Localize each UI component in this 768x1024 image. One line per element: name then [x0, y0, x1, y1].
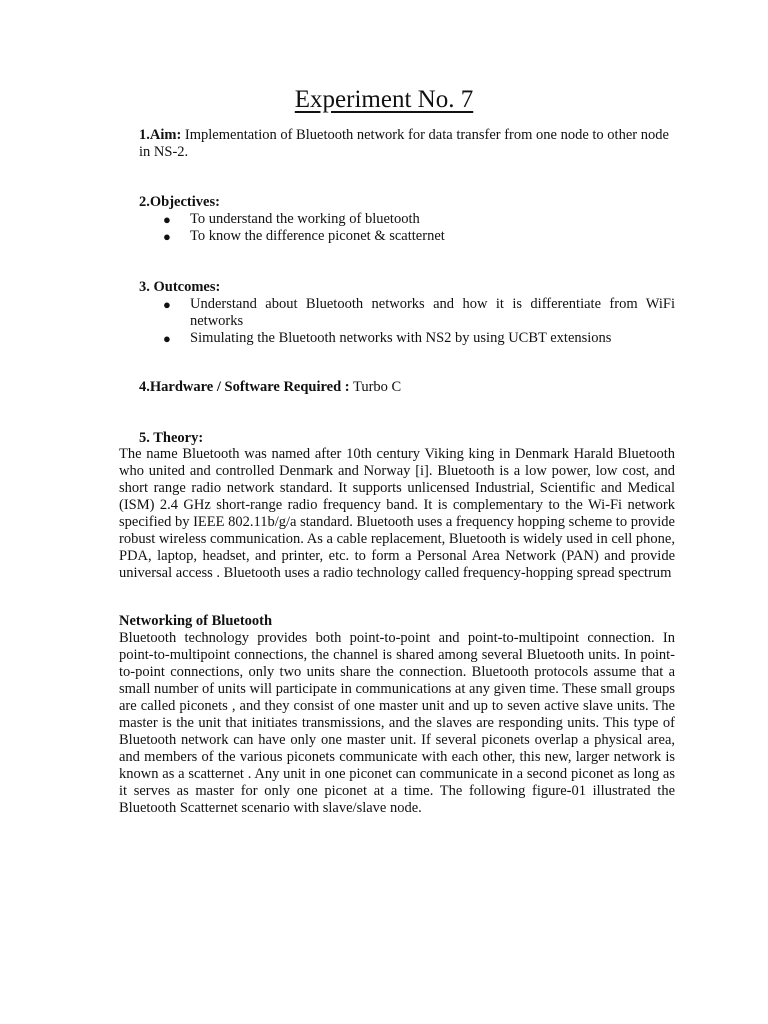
- objective-text: To understand the working of bluetooth: [190, 211, 420, 227]
- networking-paragraph: Bluetooth technology provides both point-to-point and point-to-multipoint connection. In point-to-multipoint connections, the channel is shared among several Bluetooth units. In point-to-point connections, only two units share the connection. Bluetooth protocols assume that a small number of units will participate in communications at any given time. These small groups are called piconets , and they consist of one master unit and up to seven active slave units. The master is the unit that initiates transmissions, and the slaves are responding units. This type of Bluetooth network can have only one master unit. If several piconets overlap a physical area, and members of the various piconets communicate with each other, this new, larger network is known as a scatternet . Any unit in one piconet can communicate in a second piconet as long as it serves as master for only one piconet at a time. The following figure-01 illustrated the Bluetooth Scatternet scenario with slave/slave node.: [119, 630, 675, 816]
- outcomes-section: [139, 279, 675, 347]
- bullet-icon: ●: [163, 229, 171, 244]
- theory-heading: 5. Theory:: [139, 430, 204, 446]
- hardware-section: [139, 379, 679, 396]
- outcome-text: Understand about Bluetooth networks and how it is differentiate from WiFi networks: [190, 296, 675, 329]
- aim-section: [139, 127, 679, 161]
- objectives-section: [139, 194, 675, 245]
- aim-text: Implementation of Bluetooth network for data transfer from one node to other node in NS-2.: [139, 127, 669, 160]
- bullet-icon: ●: [163, 212, 171, 227]
- objectives-list: [139, 211, 675, 245]
- outcome-text: Simulating the Bluetooth networks with NS2 by using UCBT extensions: [190, 330, 612, 346]
- hardware-label: 4.Hardware / Software Required :: [139, 379, 350, 395]
- list-item: [139, 296, 675, 330]
- page-title: Experiment No. 7: [294, 86, 474, 113]
- outcomes-heading: 3. Outcomes:: [139, 279, 221, 295]
- networking-heading: Networking of Bluetooth: [119, 613, 273, 629]
- hardware-value: Turbo C: [349, 379, 402, 395]
- aim-label: 1.Aim:: [139, 127, 182, 143]
- list-item: [139, 228, 675, 245]
- objectives-heading: 2.Objectives:: [139, 194, 220, 210]
- list-item: [139, 211, 675, 228]
- bullet-icon: ●: [163, 297, 171, 312]
- bullet-icon: ●: [163, 331, 171, 346]
- theory-paragraph: The name Bluetooth was named after 10th century Viking king in Denmark Harald Bluetooth who united and controlled Denmark and Norway [i]. Bluetooth is a low power, low cost, and short range radio network standard. It supports unlicensed Industrial, Scientific and Medical (ISM) 2.4 GHz short-range radio frequency band. It is complementary to the Wi-Fi network specified by IEEE 802.11b/g/a standard. Bluetooth uses a frequency hopping scheme to provide robust wireless communication. As a cable replacement, Bluetooth is widely used in cell phone, PDA, laptop, headset, and printer, etc. to form a Personal Area Network (PAN) and provide universal access . Bluetooth uses a radio technology called frequency-hopping spread spectrum: [119, 446, 675, 581]
- outcomes-list: [139, 296, 675, 347]
- objective-text: To know the difference piconet & scatternet: [190, 228, 445, 244]
- list-item: [139, 330, 675, 347]
